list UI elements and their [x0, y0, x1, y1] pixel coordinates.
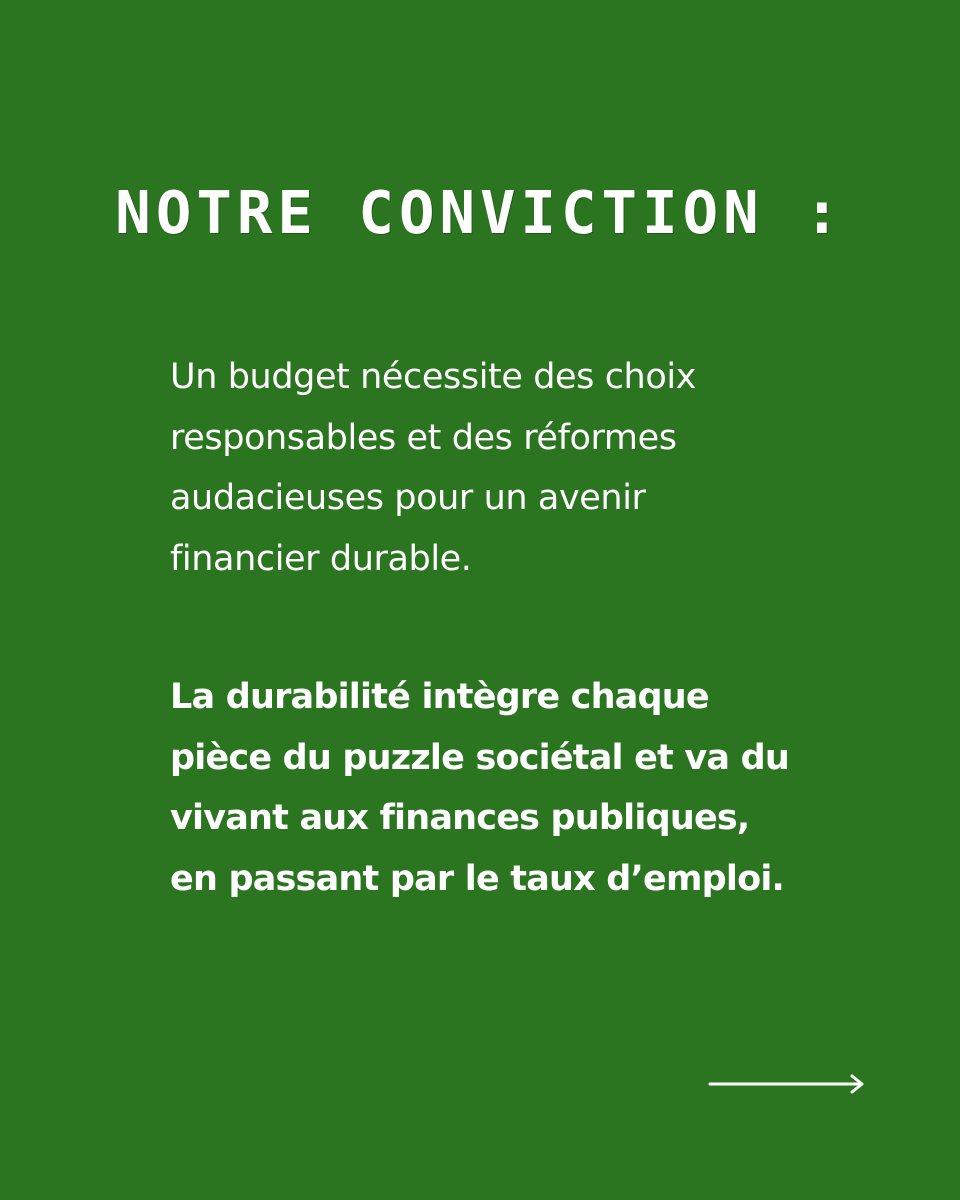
paragraph-line: La durabilité intègre chaque: [170, 677, 709, 717]
sustainability-paragraph: [170, 667, 870, 909]
paragraph-line: financier durable.: [170, 538, 472, 579]
paragraph-line: en passant par le taux d’emploi.: [170, 858, 785, 899]
paragraph-line: Un budget nécessite des choix: [170, 357, 696, 397]
paragraph-line: vivant aux finances publiques,: [170, 798, 750, 838]
arrow-right-icon[interactable]: [708, 1072, 866, 1096]
paragraph-line: responsables et des réformes: [170, 417, 677, 458]
paragraph-line: pièce du puzzle sociétal et va du: [170, 737, 789, 778]
conviction-paragraph: [170, 347, 870, 589]
slide-heading: NOTRE CONVICTION :: [115, 178, 845, 247]
paragraph-line: audacieuses pour un avenir: [170, 478, 646, 518]
